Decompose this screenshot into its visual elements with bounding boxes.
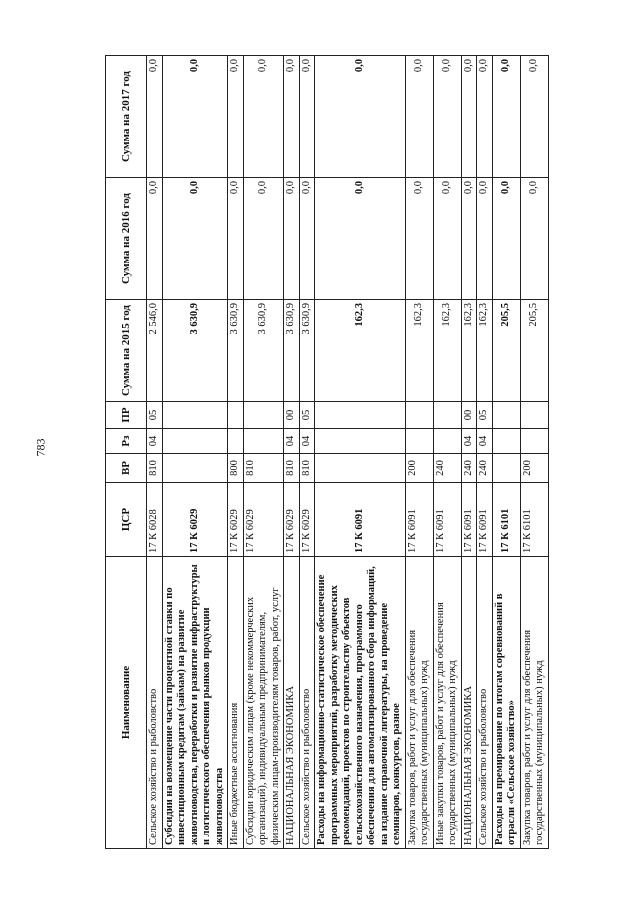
table-row [520, 56, 548, 849]
row-sum-2015: 3 630,9 [162, 300, 228, 402]
row-pr [520, 402, 548, 429]
row-name: Расходы на информационно-статистическое обеспечение программных мероприятий, разработку методических рекомендаций, проектов по строительству объектов сельскохозяйственного назначения, программного обеспечения для автоматизированного сбора информаций, на издание справочной литературы, на проведение семинаров, конкурсов, разное [315, 557, 406, 849]
row-sum-2015: 205,5 [492, 300, 520, 402]
row-sum-2016: 0,0 [284, 178, 300, 300]
row-vr: 800 [228, 454, 244, 483]
header-sum-2016: Сумма на 2016 год [106, 178, 147, 300]
table-row [284, 56, 300, 849]
budget-table [105, 55, 549, 849]
row-vr [315, 454, 406, 483]
row-name: Сельское хозяйство и рыболовство [299, 557, 315, 849]
row-sum-2015: 162,3 [433, 300, 461, 402]
row-sum-2017: 0,0 [492, 56, 520, 178]
row-csr: 17 К 6091 [433, 483, 461, 557]
row-sum-2017: 0,0 [147, 56, 163, 178]
header-pr: ПР [106, 402, 147, 429]
table-row [477, 56, 493, 849]
row-sum-2016: 0,0 [405, 178, 433, 300]
row-pr [228, 402, 244, 429]
table-row [162, 56, 228, 849]
row-sum-2016: 0,0 [315, 178, 406, 300]
row-csr: 17 К 6091 [315, 483, 406, 557]
row-vr [162, 454, 228, 483]
row-rz [433, 429, 461, 454]
row-pr: 00 [461, 402, 477, 429]
row-sum-2017: 0,0 [299, 56, 315, 178]
row-sum-2016: 0,0 [477, 178, 493, 300]
row-rz [243, 429, 284, 454]
row-csr: 17 К 6091 [405, 483, 433, 557]
row-sum-2016: 0,0 [147, 178, 163, 300]
row-rz: 04 [299, 429, 315, 454]
row-sum-2016: 0,0 [461, 178, 477, 300]
row-pr: 05 [477, 402, 493, 429]
page-number: 783 [33, 438, 48, 457]
row-sum-2016: 0,0 [228, 178, 244, 300]
row-csr: 17 К 6101 [520, 483, 548, 557]
row-sum-2017: 0,0 [162, 56, 228, 178]
row-csr: 17 К 6101 [492, 483, 520, 557]
row-sum-2015: 3 630,9 [228, 300, 244, 402]
row-csr: 17 К 6029 [284, 483, 300, 557]
row-sum-2015: 162,3 [405, 300, 433, 402]
row-rz: 04 [477, 429, 493, 454]
table-row [405, 56, 433, 849]
row-sum-2017: 0,0 [477, 56, 493, 178]
row-vr: 200 [520, 454, 548, 483]
table-row [228, 56, 244, 849]
row-rz [405, 429, 433, 454]
row-name: Субсидии юридическим лицам (кроме некоммерческих организаций), индивидуальным предпринимателям, физическим лицам-производителям товаров, работ, услуг [243, 557, 284, 849]
row-sum-2016: 0,0 [243, 178, 284, 300]
header-sum-2017: Сумма на 2017 год [106, 56, 147, 178]
row-rz: 04 [461, 429, 477, 454]
row-name: Расходы на премирование по итогам соревнований в отрасли «Сельское хозяйство» [492, 557, 520, 849]
table-row [492, 56, 520, 849]
row-sum-2016: 0,0 [433, 178, 461, 300]
row-vr: 240 [433, 454, 461, 483]
row-sum-2015: 3 630,9 [299, 300, 315, 402]
row-sum-2015: 162,3 [477, 300, 493, 402]
row-sum-2015: 162,3 [461, 300, 477, 402]
row-pr: 05 [299, 402, 315, 429]
row-name: Сельское хозяйство и рыболовство [147, 557, 163, 849]
row-pr [492, 402, 520, 429]
row-sum-2015: 3 630,9 [284, 300, 300, 402]
row-rz [228, 429, 244, 454]
row-rz [520, 429, 548, 454]
header-rz: Рз [106, 429, 147, 454]
row-name: НАЦИОНАЛЬНАЯ ЭКОНОМИКА [284, 557, 300, 849]
row-sum-2017: 0,0 [228, 56, 244, 178]
row-csr: 17 К 6029 [228, 483, 244, 557]
row-vr: 240 [477, 454, 493, 483]
row-rz: 04 [284, 429, 300, 454]
header-csr: ЦСР [106, 483, 147, 557]
row-vr: 810 [299, 454, 315, 483]
header-vr: ВР [106, 454, 147, 483]
row-name: Иные бюджетные ассигнования [228, 557, 244, 849]
row-sum-2016: 0,0 [299, 178, 315, 300]
header-sum-2015: Сумма на 2015 год [106, 300, 147, 402]
row-name: Субсидии на возмещение части процентной ставки по инвестиционным кредитам (займам) на развитие животноводства, переработки и развитие инфраструктуры и логистического обеспечения рынков продукции животноводства [162, 557, 228, 849]
row-sum-2017: 0,0 [461, 56, 477, 178]
row-vr: 810 [284, 454, 300, 483]
row-name: НАЦИОНАЛЬНАЯ ЭКОНОМИКА [461, 557, 477, 849]
row-csr: 17 К 6029 [162, 483, 228, 557]
row-name: Закупка товаров, работ и услуг для обеспечения государственных (муниципальных) нужд [520, 557, 548, 849]
table-body [147, 56, 549, 849]
row-pr [162, 402, 228, 429]
table-row [461, 56, 477, 849]
row-pr [243, 402, 284, 429]
row-csr: 17 К 6029 [299, 483, 315, 557]
row-sum-2015: 2 546,0 [147, 300, 163, 402]
row-sum-2016: 0,0 [492, 178, 520, 300]
row-sum-2017: 0,0 [243, 56, 284, 178]
table-row [147, 56, 163, 849]
row-sum-2015: 3 630,9 [243, 300, 284, 402]
row-name: Закупка товаров, работ и услуг для обеспечения государственных (муниципальных) нужд [405, 557, 433, 849]
row-sum-2015: 205,5 [520, 300, 548, 402]
row-sum-2017: 0,0 [433, 56, 461, 178]
row-vr: 810 [243, 454, 284, 483]
table-row [315, 56, 406, 849]
row-name: Иные закупки товаров, работ и услуг для обеспечения государственных (муниципальных) нужд [433, 557, 461, 849]
row-rz [315, 429, 406, 454]
table-row [243, 56, 284, 849]
row-sum-2015: 162,3 [315, 300, 406, 402]
row-sum-2016: 0,0 [162, 178, 228, 300]
header-name: Наименование [106, 557, 147, 849]
row-pr [433, 402, 461, 429]
row-sum-2017: 0,0 [405, 56, 433, 178]
row-csr: 17 К 6091 [477, 483, 493, 557]
table-row [433, 56, 461, 849]
row-sum-2017: 0,0 [520, 56, 548, 178]
table-header-row [106, 56, 147, 849]
table-row [299, 56, 315, 849]
row-vr: 810 [147, 454, 163, 483]
row-vr: 240 [461, 454, 477, 483]
row-csr: 17 К 6091 [461, 483, 477, 557]
row-csr: 17 К 6028 [147, 483, 163, 557]
row-pr [315, 402, 406, 429]
row-sum-2017: 0,0 [315, 56, 406, 178]
row-rz [162, 429, 228, 454]
budget-table-rotated [105, 56, 640, 849]
row-sum-2016: 0,0 [520, 178, 548, 300]
row-sum-2017: 0,0 [284, 56, 300, 178]
row-rz [492, 429, 520, 454]
row-pr: 05 [147, 402, 163, 429]
row-pr [405, 402, 433, 429]
row-csr: 17 К 6029 [243, 483, 284, 557]
row-name: Сельское хозяйство и рыболовство [477, 557, 493, 849]
row-vr [492, 454, 520, 483]
row-rz: 04 [147, 429, 163, 454]
row-pr: 00 [284, 402, 300, 429]
row-vr: 200 [405, 454, 433, 483]
